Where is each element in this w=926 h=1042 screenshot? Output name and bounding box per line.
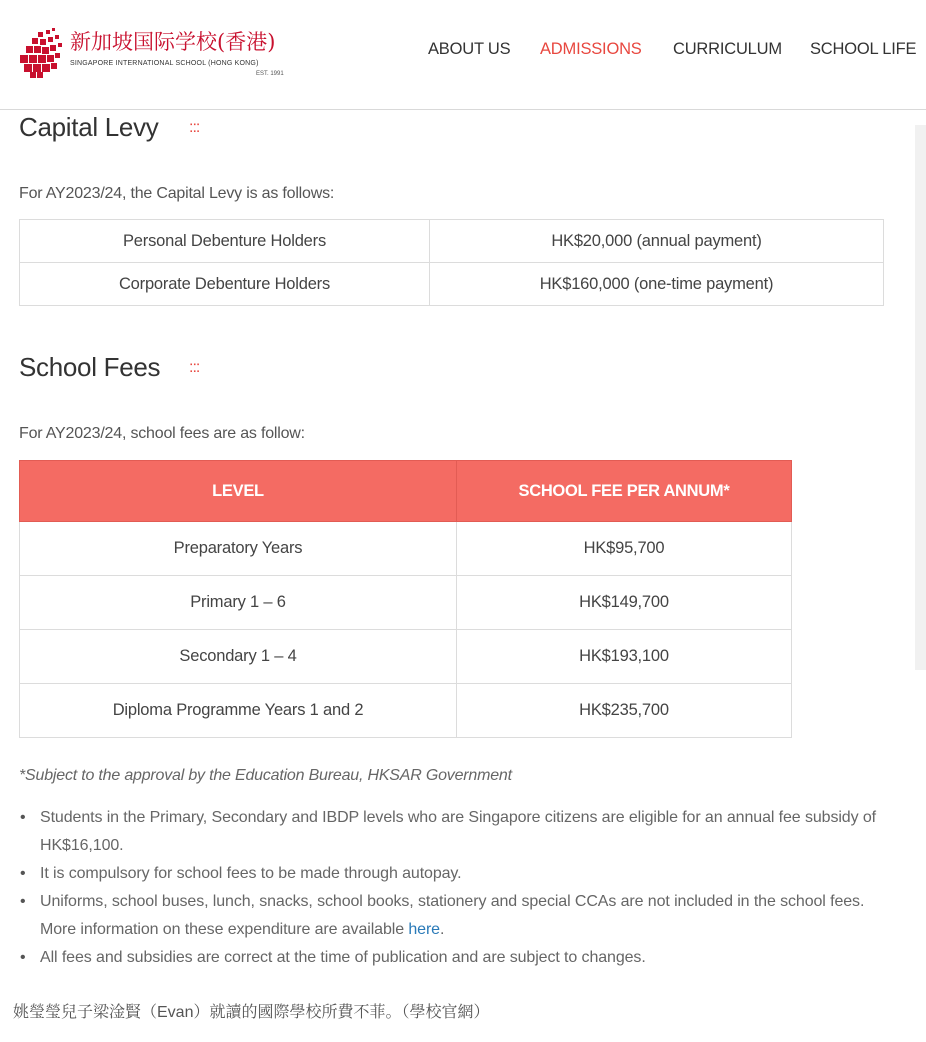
school-fees-title: School Fees [19,352,161,382]
capital-levy-table [19,219,884,306]
table-cell: HK$149,700 [457,576,792,630]
table-cell: HK$20,000 (annual payment) [430,220,884,263]
note-text: Uniforms, school buses, lunch, snacks, school books, stationery and special CCAs are not included in the school fees. More information on these expenditure are available [40,893,865,938]
table-cell: HK$235,700 [457,684,792,738]
table-cell: HK$160,000 (one-time payment) [430,263,884,306]
logo-english-name: SINGAPORE INTERNATIONAL SCHOOL (HONG KONG) [70,60,259,67]
column-header-fee: SCHOOL FEE PER ANNUM* [457,461,792,522]
fee-notes-list [19,804,889,972]
nav-admissions[interactable]: ADMISSIONS [540,40,642,58]
image-caption: 姚瑩瑩兒子梁淦賢（Evan）就讀的國際學校所費不菲。（學校官網） [13,1004,490,1021]
table-cell: Primary 1 – 6 [20,576,457,630]
scrollbar[interactable] [915,125,926,670]
note-text: Students in the Primary, Secondary and IBDP levels who are Singapore citizens are eligible for an annual fee subsidy of HK$16,100. [40,809,876,854]
table-row [20,220,884,263]
table-row [20,576,792,630]
note-text-end: . [439,921,445,938]
school-fees-table [19,460,792,738]
list-item [19,860,889,888]
logo-chinese-name: 新加坡国际学校(香港) [70,30,276,54]
site-header [0,0,926,110]
logo-established: EST. 1991 [256,71,284,77]
list-item [19,888,889,944]
table-cell: Preparatory Years [20,522,457,576]
section-deco-icon: ::: [189,119,200,136]
list-item [19,804,889,860]
note-text: All fees and subsidies are correct at the time of publication and are subject to changes. [40,949,646,966]
table-cell: Diploma Programme Years 1 and 2 [20,684,457,738]
capital-levy-title: Capital Levy [19,112,159,142]
table-row [20,684,792,738]
table-row [20,522,792,576]
list-item [19,944,889,972]
section-deco-icon: ::: [189,359,200,376]
table-row [20,630,792,684]
table-row [20,263,884,306]
table-cell: Secondary 1 – 4 [20,630,457,684]
school-fees-intro: For AY2023/24, school fees are as follow: [19,425,305,442]
more-info-link[interactable]: here [408,921,440,938]
school-logo[interactable] [20,26,310,82]
capital-levy-intro: For AY2023/24, the Capital Levy is as follows: [19,185,335,202]
nav-about-us[interactable]: ABOUT US [428,40,511,58]
table-cell: Corporate Debenture Holders [20,263,430,306]
table-cell: Personal Debenture Holders [20,220,430,263]
table-cell: HK$95,700 [457,522,792,576]
pixel-logo-icon [20,28,68,78]
column-header-level: LEVEL [20,461,457,522]
table-cell: HK$193,100 [457,630,792,684]
nav-curriculum[interactable]: CURRICULUM [673,40,782,58]
fees-footnote: *Subject to the approval by the Education Bureau, HKSAR Government [19,767,512,784]
table-header-row [20,461,792,522]
nav-school-life[interactable]: SCHOOL LIFE [810,40,917,58]
note-text: It is compulsory for school fees to be made through autopay. [40,865,462,882]
